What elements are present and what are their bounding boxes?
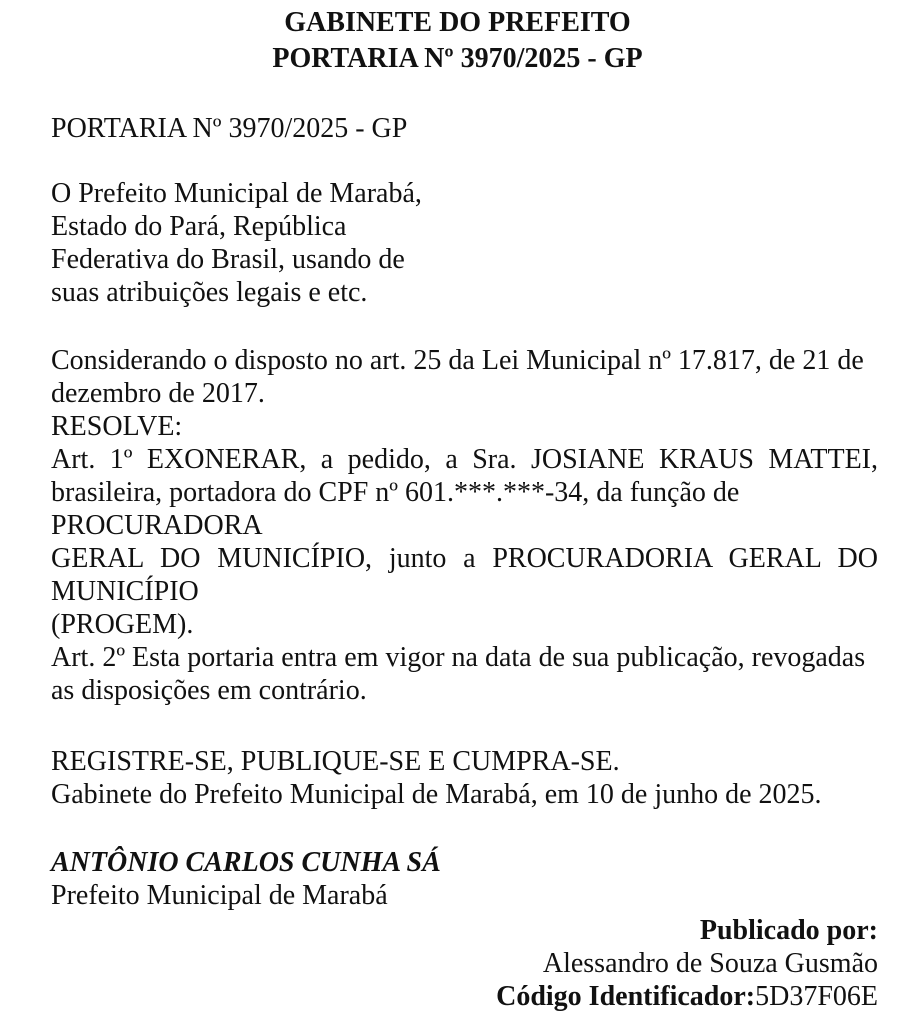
identifier-code-label: Código Identificador: (496, 981, 756, 1012)
preamble (51, 177, 878, 309)
closing-block (51, 745, 878, 811)
signatory-name: ANTÔNIO CARLOS CUNHA SÁ (51, 847, 441, 878)
publication-block (496, 914, 878, 1013)
portaria-reference: PORTARIA Nº 3970/2025 - GP (51, 113, 408, 144)
registre-line: REGISTRE-SE, PUBLIQUE-SE E CUMPRA-SE. (51, 746, 620, 777)
resolve-label: RESOLVE: (51, 411, 183, 442)
article-1-text: Art. 1º EXONERAR, a pedido, a Sra. JOSIANE KRAUS MATTEI, brasileira, portadora do CPF nº 601.***.***-34, da função de (51, 444, 878, 508)
preamble-line: Estado do Pará, República (51, 211, 347, 242)
header-office-title: GABINETE DO PREFEITO (284, 7, 631, 38)
article-1-department: GERAL DO MUNICÍPIO, junto a PROCURADORIA GERAL DO MUNICÍPIO (51, 543, 878, 607)
published-by-label: Publicado por: (699, 915, 878, 946)
preamble-line: suas atribuições legais e etc. (51, 277, 368, 308)
identifier-code-line (496, 980, 878, 1013)
article-1-role: PROCURADORA (51, 510, 263, 541)
resolution-body (51, 344, 878, 707)
article-1-acronym: (PROGEM). (51, 609, 194, 640)
considerando-paragraph: Considerando o disposto no art. 25 da Lei Municipal nº 17.817, de 21 de dezembro de 2017. (51, 345, 864, 409)
identifier-code-value: 5D37F06E (755, 981, 878, 1012)
preamble-line: Federativa do Brasil, usando de (51, 244, 405, 275)
header-portaria-title: PORTARIA Nº 3970/2025 - GP (272, 43, 643, 74)
preamble-line: O Prefeito Municipal de Marabá, (51, 178, 422, 209)
publisher-name: Alessandro de Souza Gusmão (542, 948, 878, 979)
signature-block (51, 846, 878, 912)
signatory-title: Prefeito Municipal de Marabá (51, 880, 388, 911)
document-header (0, 0, 915, 77)
article-2-text: Art. 2º Esta portaria entra em vigor na data de sua publicação, revogadas as disposições em contrário. (51, 642, 866, 706)
gabinete-date-line: Gabinete do Prefeito Municipal de Marabá, em 10 de junho de 2025. (51, 779, 822, 810)
